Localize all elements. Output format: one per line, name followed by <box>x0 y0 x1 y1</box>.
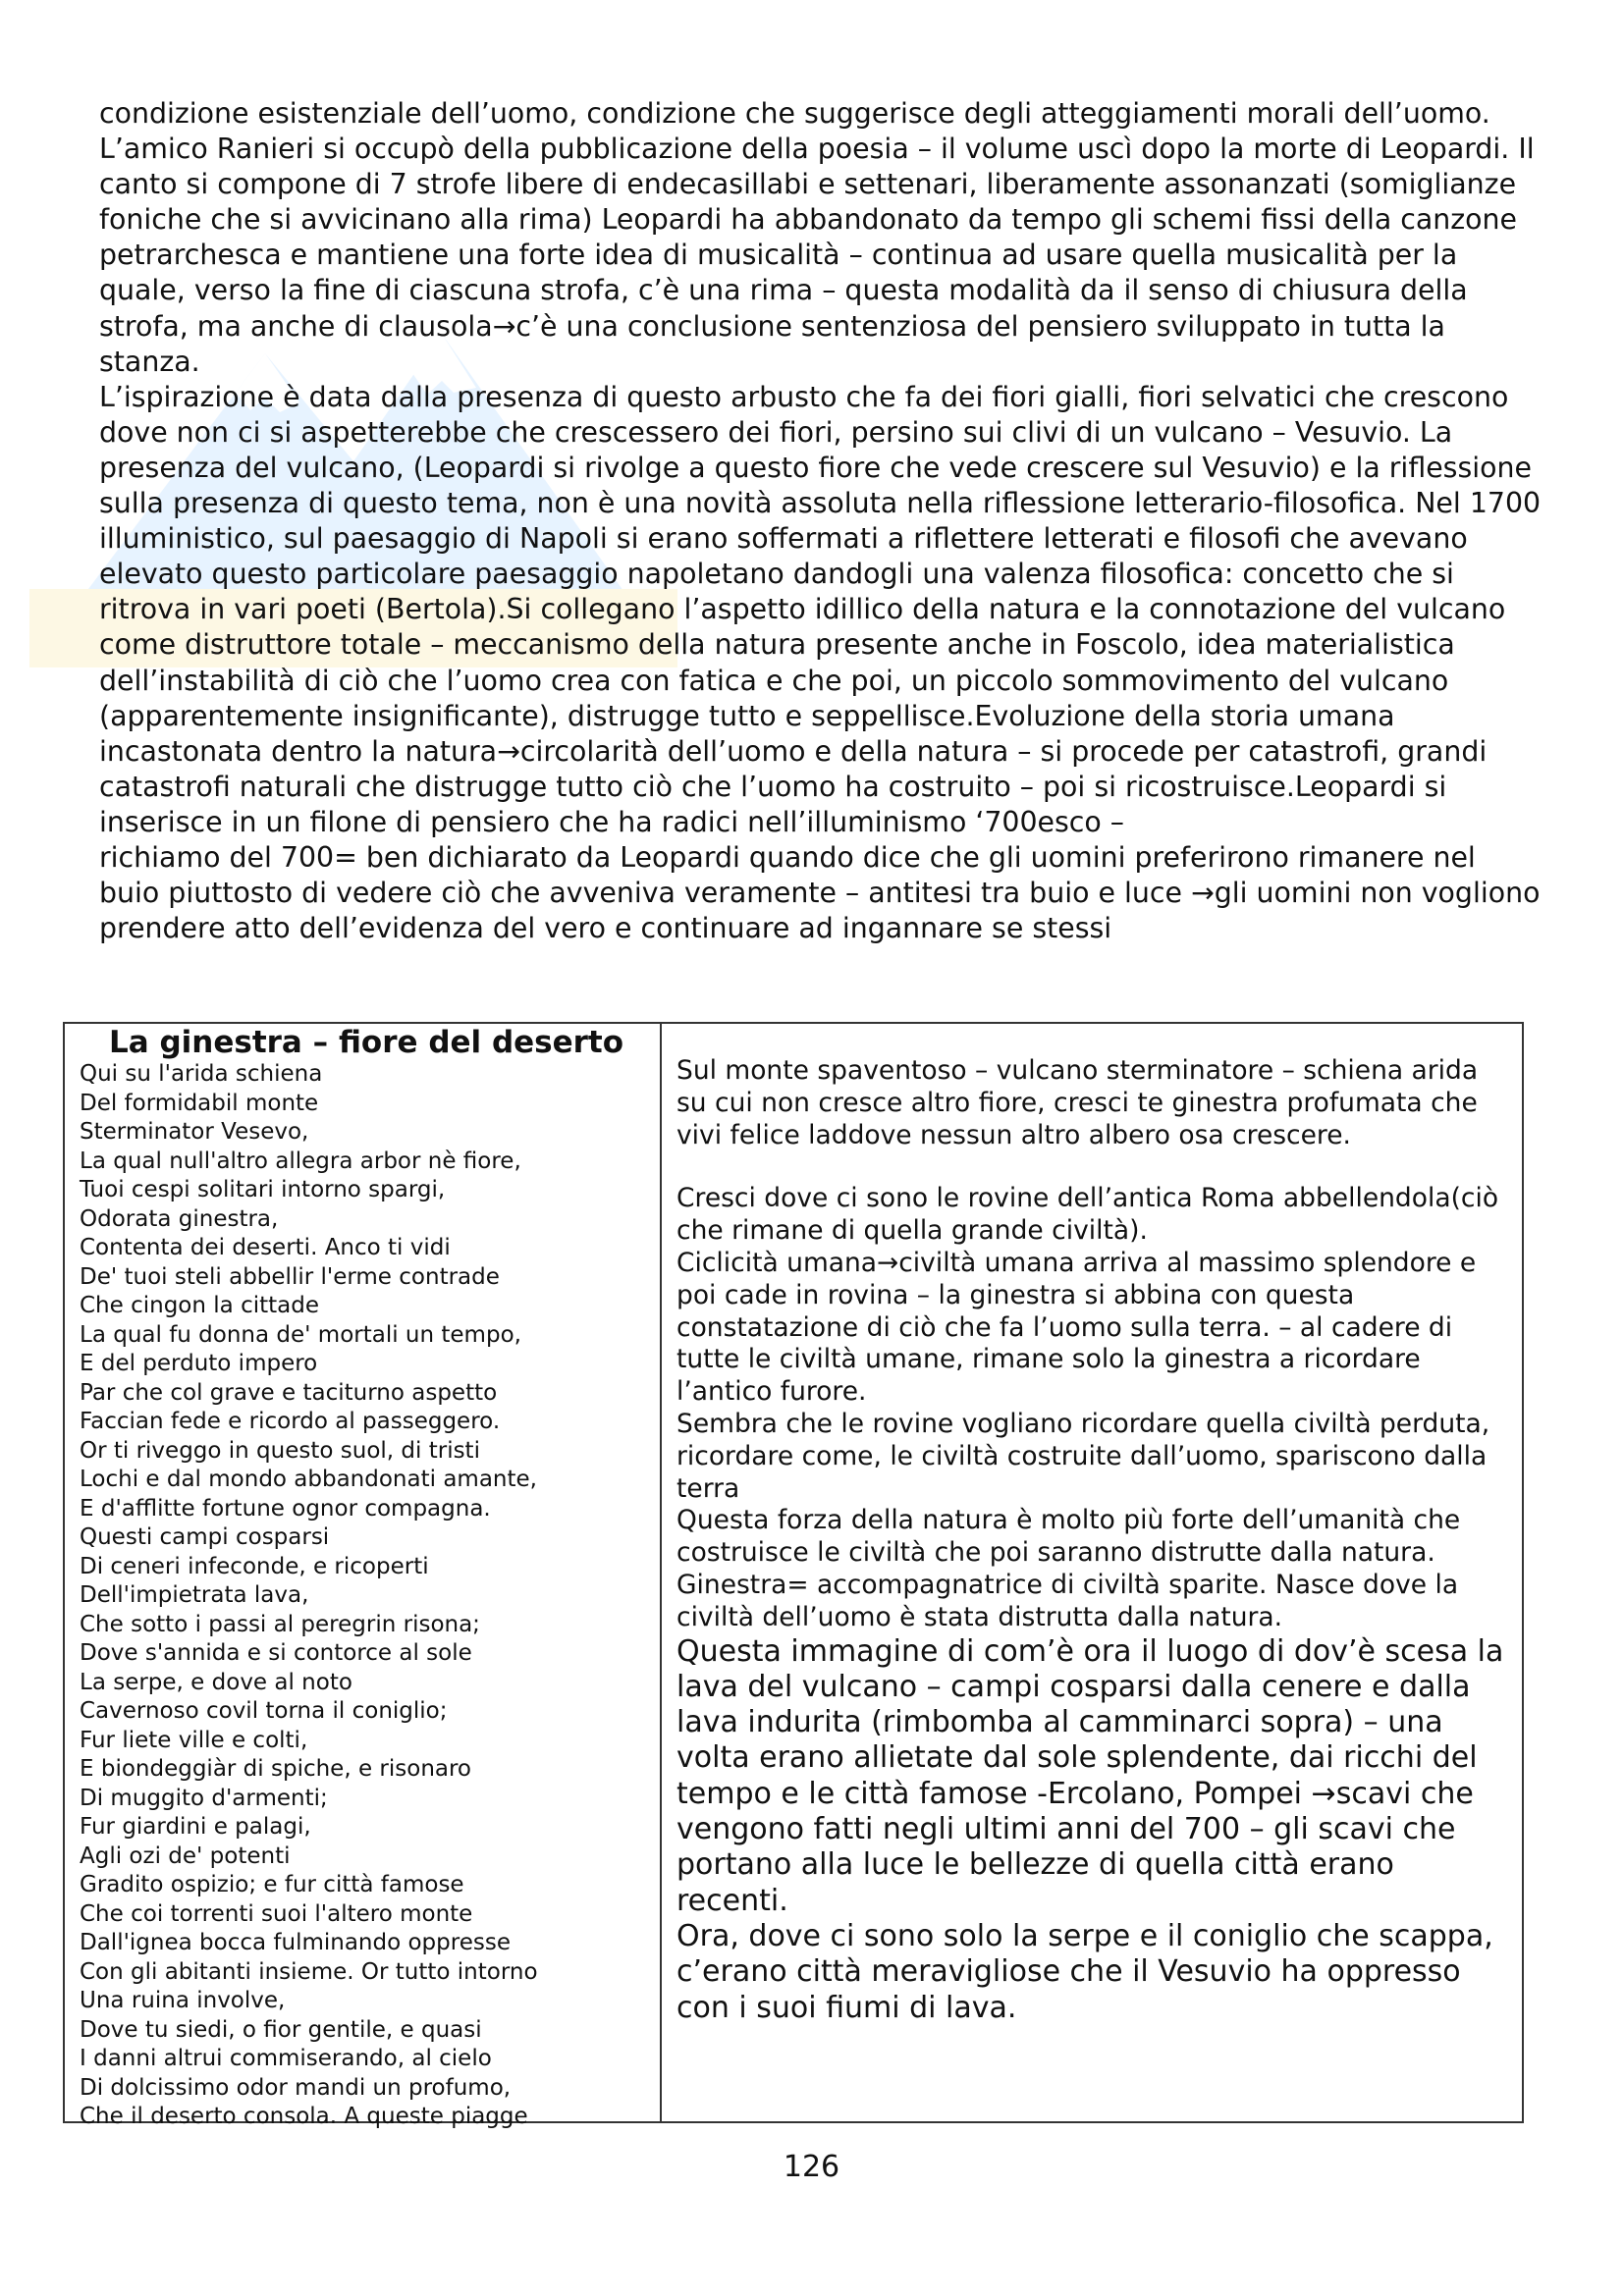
commentary-paragraph: Sembra che le rovine vogliano ricordare quella civiltà perduta, ricordare come, le civiltà costruite dall’uomo, spariscono dalla terra <box>676 1408 1490 1504</box>
poem-line: Sterminator Vesevo, <box>80 1119 309 1145</box>
poem-line: Lochi e dal mondo abbandonati amante, <box>80 1467 537 1492</box>
poem-line: Che il deserto consola. A queste piagge <box>80 2104 528 2129</box>
intro-paragraph: condizione esistenziale dell’uomo, condizione che suggerisce degli atteggiamenti morali dell’uomo. <box>99 97 1490 130</box>
page-number: 126 <box>783 2150 840 2184</box>
poem-line: Dove s'annida e si contorce al sole <box>80 1640 472 1666</box>
poem-line: Or ti riveggo in questo suol, di tristi <box>80 1437 480 1464</box>
commentary-column <box>662 1024 1522 2121</box>
poem-line: La qual fu donna de' mortali un tempo, <box>80 1321 521 1348</box>
poem-column <box>65 1024 662 2129</box>
poem-title: La ginestra – fiore del deserto <box>109 1025 624 1060</box>
poem-line: Una ruina involve, <box>80 1988 286 2013</box>
poem-line: E biondeggiàr di spiche, e risonaro <box>80 1756 472 1782</box>
poem-line: Che coi torrenti suoi l'altero monte <box>80 1900 473 1927</box>
poem-line: E d'afflitte fortune ognor compagna. <box>80 1495 491 1522</box>
intro-text <box>99 96 1542 946</box>
commentary-paragraph: Cresci dove ci sono le rovine dell’antica Roma abbellendola(ciò che rimane di quella grande civiltà). <box>676 1183 1499 1247</box>
poem-line: Di dolcissimo odor mandi un profumo, <box>80 2074 512 2101</box>
poem-line: Dove tu siedi, o fior gentile, e quasi <box>80 2016 482 2043</box>
poem-line: Dell'impietrata lava, <box>80 1582 309 1608</box>
poem-line: La qual null'altro allegra arbor nè fiore, <box>80 1148 521 1174</box>
poem-line: Odorata ginestra, <box>80 1205 279 1232</box>
commentary-paragraph: Ora, dove ci sono solo la serpe e il coniglio che scappa, c’erano città meravigliose che il Vesuvio ha oppresso con i suoi fiumi di lava. <box>676 1918 1493 2025</box>
commentary-paragraph: Ginestra= accompagnatrice di civiltà sparite. Nasce dove la civiltà dell’uomo è stata distrutta dalla natura. <box>676 1569 1459 1632</box>
poem-line: Par che col grave e taciturno aspetto <box>80 1379 498 1406</box>
poem-line: Qui su l'arida schiena <box>80 1061 323 1087</box>
poem-line: Che cingon la cittade <box>80 1293 319 1318</box>
commentary-paragraph: Ciclicità umana→civiltà umana arriva al massimo splendore e poi cade in rovina – la ginestra si abbina con questa constatazione di ciò che fa l’uomo sulla terra. – al cadere di tutte le civiltà umane, rimane solo la ginestra a ricordare l’antico furore. <box>676 1247 1477 1408</box>
poem-line: Con gli abitanti insieme. Or tutto intorno <box>80 1958 538 1985</box>
intro-paragraph: richiamo del 700= ben dichiarato da Leopardi quando dice che gli uomini preferirono rimanere nel buio piuttosto di vedere ciò che avveniva veramente – antitesi tra buio e luce →gli uomini non vogliono prendere atto dell’evidenza del vero e continuare ad ingannare se stessi <box>99 840 1541 945</box>
intro-paragraph: L’amico Ranieri si occupò della pubblicazione della poesia – il volume uscì dopo la morte di Leopardi. Il canto si compone di 7 strofe libere di endecasillabi e settenari, liberamente assonanzati (somiglianze foniche che si avvicinano alla rima) Leopardi ha abbandonato da tempo gli schemi fissi della canzone petrarchesca e mantiene una forte idea di musicalità – continua ad usare quella musicalità per la quale, verso la fine di ciascuna strofa, c’è una rima – questa modalità da il senso di chiusura della strofa, ma anche di clausola→c’è una conclusione sentenziosa del pensiero sviluppato in tutta la stanza. <box>99 133 1535 378</box>
poem-line: Contenta dei deserti. Anco ti vidi <box>80 1235 451 1260</box>
poem-line: Gradito ospizio; e fur città famose <box>80 1872 464 1897</box>
poem-line: Cavernoso covil torna il coniglio; <box>80 1698 448 1724</box>
poem-line: Fur liete ville e colti, <box>80 1727 308 1753</box>
poem-line: Faccian fede e ricordo al passeggero. <box>80 1409 501 1434</box>
poem-lines <box>80 1060 660 2132</box>
poem-line: E del perduto impero <box>80 1351 318 1376</box>
poem-line: De' tuoi steli abbellir l'erme contrade <box>80 1263 500 1290</box>
poem-commentary-table <box>63 1022 1524 2129</box>
commentary-paragraph: Sul monte spaventoso – vulcano sterminatore – schiena arida su cui non cresce altro fiore, cresci te ginestra profumata che vivi felice laddove nessun altro albero osa crescere. <box>676 1055 1479 1150</box>
poem-line: I danni altrui commiserando, al cielo <box>80 2046 492 2071</box>
commentary-paragraph: Questa forza della natura è molto più forte dell’umanità che costruisce le civiltà che poi saranno distrutte dalla natura. <box>676 1505 1461 1569</box>
commentary-paragraph: Questa immagine di com’è ora il luogo di dov’è scesa la lava del vulcano – campi cosparsi dalla cenere e dalla lava indurita (rimbomba al camminarci sopra) – una volta erano allietate dal sole splendente, dai ricchi del tempo e le città famose -Ercolano, Pompei →scavi che vengono fatti negli ultimi anni del 700 – gli scavi che portano alla luce le bellezze di quella città erano recenti. <box>676 1633 1504 1918</box>
poem-line: Dall'ignea bocca fulminando oppresse <box>80 1930 511 1955</box>
poem-line: Questi campi cosparsi <box>80 1524 330 1550</box>
paragraph-spacer <box>676 1151 1508 1183</box>
poem-line: Del formidabil monte <box>80 1090 319 1116</box>
poem-line: Di muggito d'armenti; <box>80 1785 328 1811</box>
poem-line: Fur giardini e palagi, <box>80 1814 311 1840</box>
poem-line: La serpe, e dove al noto <box>80 1669 352 1695</box>
poem-line: Agli ozi de' potenti <box>80 1842 291 1869</box>
poem-line: Di ceneri infeconde, e ricoperti <box>80 1553 429 1579</box>
intro-paragraph: L’ispirazione è data dalla presenza di questo arbusto che fa dei fiori gialli, fiori selvatici che crescono dove non ci si aspetterebbe che crescessero dei fiori, persino sui clivi di un vulcano – Vesuvio. La presenza del vulcano, (Leopardi si rivolge a questo fiore che vede crescere sul Vesuvio) e la riflessione sulla presenza di questo tema, non è una novità assoluta nella riflessione letterario-filosofica. Nel 1700 illuministico, sul paesaggio di Napoli si erano soffermati a riflettere letterati e filosofi che avevano elevato questo particolare paesaggio napoletano dandogli una valenza filosofica: concetto che si ritrova in vari poeti (Bertola).Si collegano l’aspetto idillico della natura e la connotazione del vulcano come distruttore totale – meccanismo della natura presente anche in Foscolo, idea materialistica dell’instabilità di ciò che l’uomo crea con fatica e che poi, un piccolo sommovimento del vulcano (apparentemente insignificante), distrugge tutto e seppellisce.Evoluzione della storia umana incastonata dentro la natura→circolarità dell’uomo e della natura – si procede per catastrofi, grandi catastrofi naturali che distrugge tutto ciò che l’uomo ha costruito – poi si ricostruisce.Leopardi si inserisce in un filone di pensiero che ha radici nell’illuminismo ‘700esco – <box>99 380 1542 838</box>
poem-line: Che sotto i passi al peregrin risona; <box>80 1611 480 1637</box>
poem-line: Tuoi cespi solitari intorno spargi, <box>80 1177 446 1202</box>
